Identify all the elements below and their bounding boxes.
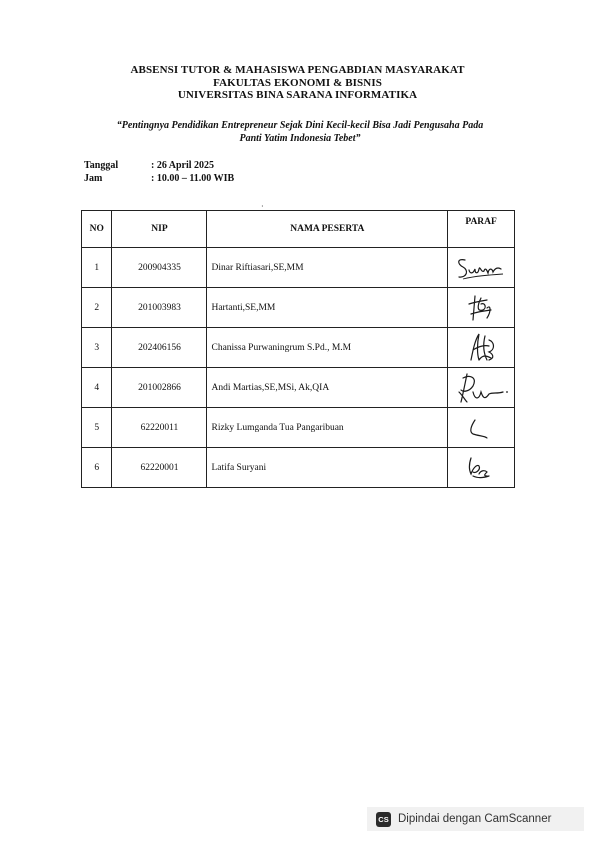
event-title-line1: “Pentingnya Pendidikan Entrepreneur Sejak Dini Kecil-kecil Bisa Jadi Pengusaha Pada [116, 120, 484, 131]
row-paraf [448, 248, 515, 288]
camscanner-text: Dipindai dengan CamScanner [398, 813, 552, 825]
camscanner-watermark [367, 807, 584, 831]
row-name: Dinar Riftiasari,SE,MM [207, 248, 448, 288]
row-no: 6 [82, 448, 112, 488]
signature-icon [451, 370, 511, 406]
row-paraf [448, 408, 515, 448]
row-paraf [448, 328, 515, 368]
row-nip: 202406156 [112, 328, 207, 368]
attendance-table [81, 210, 515, 488]
header-name: NAMA PESERTA [207, 211, 448, 248]
row-no: 1 [82, 248, 112, 288]
date-value: : 26 April 2025 [151, 160, 215, 171]
row-paraf [448, 448, 515, 488]
row-name: Andi Martias,SE,MSi, Ak,QIA [207, 368, 448, 408]
time-row [84, 173, 234, 186]
row-nip: 200904335 [112, 248, 207, 288]
time-label: Jam [84, 172, 103, 184]
row-name: Latifa Suryani [207, 448, 448, 488]
signature-icon [451, 290, 511, 326]
document-header [0, 64, 595, 102]
row-no: 5 [82, 408, 112, 448]
date-label: Tanggal [84, 160, 119, 171]
row-no: 2 [82, 288, 112, 328]
row-nip: 201002866 [112, 368, 207, 408]
table-row [82, 288, 515, 328]
date-row [84, 160, 234, 173]
header-title: ABSENSI TUTOR & MAHASISWA PENGABDIAN MASYARAKAT [130, 64, 465, 76]
table-row [82, 448, 515, 488]
row-name: Rizky Lumganda Tua Pangaribuan [207, 408, 448, 448]
header-faculty: FAKULTAS EKONOMI & BISNIS [213, 76, 382, 89]
signature-icon [451, 330, 511, 366]
event-title-line2: Panti Yatim Indonesia Tebet” [239, 133, 361, 144]
row-nip: 62220011 [112, 408, 207, 448]
header-paraf: PARAF [448, 211, 515, 248]
time-value: : 10.00 – 11.00 WIB [151, 172, 235, 184]
signature-icon [451, 250, 511, 286]
scan-speck: · [261, 202, 264, 211]
row-paraf [448, 288, 515, 328]
header-nip: NIP [112, 211, 207, 248]
row-paraf [448, 368, 515, 408]
header-university: UNIVERSITAS BINA SARANA INFORMATIKA [177, 89, 418, 101]
row-no: 4 [82, 368, 112, 408]
signature-icon [451, 450, 511, 486]
event-title [60, 119, 540, 145]
row-no: 3 [82, 328, 112, 368]
table-row [82, 248, 515, 288]
signature-icon [451, 410, 511, 446]
event-info [84, 160, 234, 185]
row-name: Hartanti,SE,MM [207, 288, 448, 328]
table-header-row [82, 211, 515, 248]
table-row [82, 328, 515, 368]
camscanner-logo-icon: CS [376, 812, 391, 827]
row-nip: 201003983 [112, 288, 207, 328]
header-no: NO [82, 211, 112, 248]
row-nip: 62220001 [112, 448, 207, 488]
row-name: Chanissa Purwaningrum S.Pd., M.M [207, 328, 448, 368]
table-row [82, 368, 515, 408]
table-row [82, 408, 515, 448]
